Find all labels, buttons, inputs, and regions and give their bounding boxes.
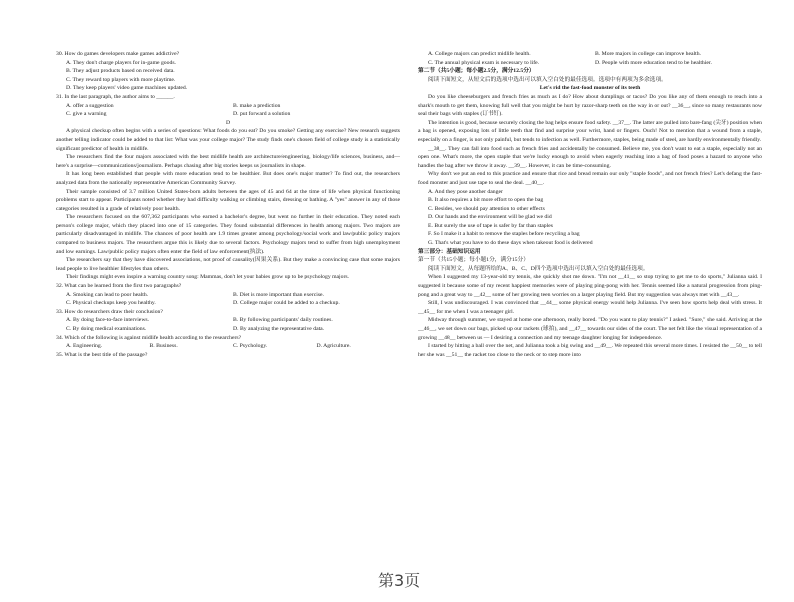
option-list xyxy=(418,188,762,248)
question-30 xyxy=(56,50,400,93)
option-b: B. More majors in college can improve health. xyxy=(595,51,701,57)
section-header: 第二节（共5小题；每小题2.5分，满分12.5分） xyxy=(418,68,535,75)
part-header: 第三部分：基础知识运用 xyxy=(418,248,481,255)
question-35 xyxy=(56,351,400,360)
passage-paragraph-4: Their sample consisted of 3.7 million United States-born adults between the ages of 45 and 64 at the time of life when physical functioning problems start to appear. Participants noted whether they had difficulty walking or climbing stairs, dressing or bathing. A "yes" answer in any of those categories resulted in a grade of relatively poor health. xyxy=(56,188,400,212)
option-row xyxy=(418,50,762,59)
option-row xyxy=(56,342,400,351)
option-c: C. give a warning xyxy=(66,111,107,118)
option-d: D. Agriculture. xyxy=(316,343,351,350)
passage-paragraph-3: It has long been established that people with more education tend to be healthier. But does one's major matter? To find out, the researchers analyzed data from the nationally representative American Community Survey. xyxy=(56,171,400,186)
handwritten-answer-mark: D xyxy=(226,119,231,126)
option-c: C. Physical checkups keep you healthy. xyxy=(66,300,156,307)
question-stem: 33. How do researchers draw their conclusion? xyxy=(56,308,163,315)
option-b: B. make a prediction xyxy=(233,102,281,109)
option-b: B. They adjust products based on received data. xyxy=(66,68,175,75)
passage-paragraph-2: The researchers find the four majors associated with the best midlife health are architecture/engineering, biology/life sciences, business, and—here's a surprise—communications/journalism. Perhaps chasing after big stories keeps us journalists in shape. xyxy=(56,154,400,169)
option-d: D. Our hands and the environment will be glad we did xyxy=(428,214,552,221)
passage-paragraph-6: The researchers say that they have discovered associations, not proof of causality(因果关系). But they make a convincing case that some majors lead people to live healthier lifestyles than others. xyxy=(56,257,400,272)
option-c: C. Psychology. xyxy=(233,343,268,350)
option-b: B. Diet is more important than exercise. xyxy=(233,291,324,298)
option-row xyxy=(56,316,400,325)
cloze-paragraph-2: Still, I was undiscouraged. I was convinced that __44__ some physical energy would help Julianna. I've seen how sports help deal with stress. It __45__ for me when I was a teenager girl. xyxy=(418,300,762,315)
option-c: C. Besides, we should pay attention to other effects xyxy=(428,205,545,212)
section-instructions: 阅读下面短文，从短文后的选项中选出可以填入空白处的最佳选项。选项中有两项为多余选项。 xyxy=(428,76,667,83)
option-d: D. People with more education tend to be healthier. xyxy=(595,59,712,66)
question-stem: 34. Which of the following is against midlife health according to the researchers? xyxy=(56,334,242,341)
question-stem: 31. In the last paragraph, the author aims to ______. xyxy=(56,93,175,100)
passage-paragraph-1: Do you like cheeseburgers and french fries as much as I do? How about dumplings or tacos? Do you like any of them enough to reach into a shark's mouth to get them, knowing full well that you might be hurt by razor-sharp teeth on the way in or out? __36__, since so many restaurants now seal their bags with staples (订书钉). xyxy=(418,93,762,118)
option-d: D. College major could be added to a checkup. xyxy=(233,300,340,307)
option-row xyxy=(56,102,400,111)
option-a: A. By doing face-to-face interviews. xyxy=(66,317,150,324)
option-c: C. By doing medical examinations. xyxy=(66,326,147,332)
option-d: D. put forward a solution xyxy=(233,111,291,118)
option-b: B. By following participants' daily routines. xyxy=(233,317,333,324)
option-c: C. They reward top players with more playtime. xyxy=(66,76,176,83)
question-32 xyxy=(56,282,400,308)
cloze-paragraph-1: When I suggested my 13-year-old try tennis, she quickly shot me down. "I'm not __41__ so stop trying to get me to do sports," Julianna said. I suggested it because some of my recent happiest memories were of playing ping-pong with her. Tennis seemed like a natural progression from ping-pong and a great way to __42__ some of her growing teen worries on a larger playing field. But my suggestion was always met with __43__. xyxy=(418,274,762,298)
option-d: D. By analyzing the representative data. xyxy=(233,326,325,332)
question-stem: 35. What is the best title of the passage? xyxy=(56,351,148,358)
right-column xyxy=(418,50,762,582)
page-number-mark: 第3页 xyxy=(378,571,421,590)
option-row xyxy=(56,325,400,334)
question-34 xyxy=(56,334,400,351)
option-row xyxy=(418,59,762,68)
option-f: F. So I make it a habit to remove the staples before recycling a bag xyxy=(428,231,580,238)
left-column xyxy=(56,50,400,582)
option-row xyxy=(56,110,400,119)
option-a: A. offer a suggestion xyxy=(66,102,114,109)
option-d: D. They keep players' video game machines updated. xyxy=(66,85,188,92)
section-instructions: 阅读下面短文，从每题所给的A、B、C、D四个选项中选出可以填入空白处的最佳选项。 xyxy=(428,265,649,272)
section-subheader: 第一节（共15小题；每小题1分，满分15分） xyxy=(418,257,529,264)
question-stem: 30. How do games developers make games addictive? xyxy=(56,51,180,57)
option-row xyxy=(56,291,400,300)
passage-paragraph-1: A physical checkup often begins with a series of questions: What foods do you eat? Do you smoke? Getting any exercise? New research suggests another telling indicator could be added to that list: What was your college major? The study finds one's chosen field of college study is a statistically significant predictor of health in midlife. xyxy=(56,128,400,152)
option-a: A. And they pose another danger xyxy=(428,188,503,195)
option-b: B. It also requires a bit more effort to open the bag xyxy=(428,197,544,204)
option-e: E. But surely the use of tape is safer by far than staples xyxy=(428,222,553,229)
question-33 xyxy=(56,308,400,334)
passage-paragraph-5: The researchers focused on the 607,362 participants who earned a bachelor's degree, but went no further in their education. They noted each person's college major, which they placed into one of 15 categories. They found substantial differences in health among majors. Two majors are particularly disadvantaged in midlife. The chances of poor health are 1.9 times greater among psychology/social work and law/public policy majors compared to business majors. The researchers argue this is likely due to several factors. Psychology majors tend to suffer from high unemployment and low earnings. Law/public policy majors often enter the field of law enforcement(执法). xyxy=(56,214,400,255)
option-a: A. College majors can predict midlife health. xyxy=(428,51,531,57)
question-31 xyxy=(56,93,400,127)
option-a: A. Smoking can lead to poor health. xyxy=(66,291,149,298)
passage-paragraph-3: __38__. They can fall into food such as french fries and accidentally be consumed. Believe me, you don't want to eat a staple, especially not an open one. What's more, the open staple that we're lucky enough to avoid when eagerly reaching into a bag of food poses a hazard to anyone who handles the bag after we throw it away. __39__. However, it can be time-consuming. xyxy=(418,145,762,169)
option-a: A. Engineering. xyxy=(66,343,103,350)
option-a: A. They don't charge players for in-game goods. xyxy=(66,59,176,66)
option-c: C. The annual physical exam is necessary to life. xyxy=(428,59,540,66)
passage-paragraph-2: The intention is good, because securely closing the bag helps ensure food safety. __37__. The latter are pulled into bare-fang (尖牙) position when a bag is opened, exposing lots of little teeth that find and surprise your wrist, hand or fingers. Ouch! Not to mention that a wound from a staple, especially on a finger, is not only painful, but tends to infection as well. Furthermore, staples, being made of steel, are hardly environmentally friendly. xyxy=(418,119,762,143)
option-row xyxy=(56,299,400,308)
cloze-paragraph-3: Midway through summer, we stayed at home one afternoon, really bored. "Do you want to play tennis?" I asked. "Sure," she said. Arriving at the __46__, we set down our bags, picked up our rackets (球拍), and __47__ towards our sides of the court. The net felt like the visual representation of a growing __48__ between us — I desiring a connection and my teenage daughter longing for independence. xyxy=(418,317,762,341)
passage-paragraph-4: Why don't we put an end to this practice and ensure that rice and bread remain our only "staple foods", and not french fries? Let's defang the fast-food monster and just use tape to seal the deal. __40__. xyxy=(418,171,762,186)
passage-title: Let's rid the fast-food monster of its teeth xyxy=(539,85,641,92)
option-g: G. That's what you have to do these days when takeout food is delivered xyxy=(428,240,593,247)
option-b: B. Business. xyxy=(149,343,178,350)
cloze-paragraph-4: I started by hitting a ball over the net, and Julianna took a big swing and __49__. We repeated this several more times. I resisted the __50__ to tell her she was __51__ the racket too close to the neck or to step more into xyxy=(418,343,762,358)
question-stem: 32. What can be learned from the first two paragraphs? xyxy=(56,283,182,290)
passage-paragraph-7: Their findings might even inspire a warning country song: Mammas, don't let your babies grow up to be psychology majors. xyxy=(66,274,349,281)
